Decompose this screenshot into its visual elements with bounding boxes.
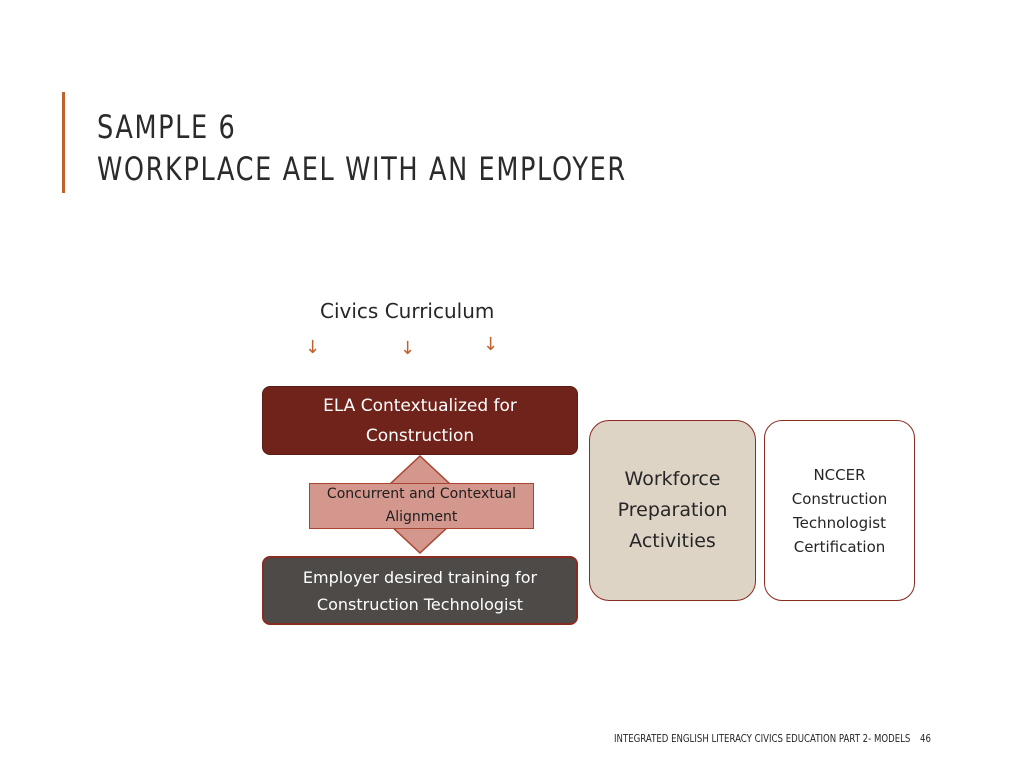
employer-training-box <box>262 556 578 625</box>
down-arrow-icon: ↓ <box>400 338 416 359</box>
title-accent-bar <box>62 92 65 193</box>
slide-title-line-2: WORKPLACE AEL WITH AN EMPLOYER <box>97 150 627 188</box>
ela-contextualized-label: ELA Contextualized for Construction <box>323 395 517 446</box>
employer-training-label: Employer desired training for Construction Technologist <box>302 567 538 614</box>
footer-text: INTEGRATED ENGLISH LITERACY CIVICS EDUCATION PART 2- MODELS <box>614 732 911 745</box>
concurrent-alignment-label: Concurrent and Contextual Alignment <box>326 486 517 525</box>
workforce-preparation-label: Workforce Preparation Activities <box>617 468 728 552</box>
ela-contextualized-box <box>262 386 578 455</box>
nccer-certification-box <box>764 420 915 601</box>
civics-curriculum-label: Civics Curriculum <box>320 299 495 323</box>
page-number: 46 <box>920 732 931 745</box>
slide-title <box>97 106 627 190</box>
slide-title-line-1: SAMPLE 6 <box>97 108 237 146</box>
down-arrow-icon: ↓ <box>305 337 321 358</box>
workforce-preparation-box <box>589 420 756 601</box>
nccer-certification-label: NCCER Construction Technologist Certification <box>791 465 888 556</box>
concurrent-alignment-box <box>309 483 534 529</box>
down-arrow-icon: ↓ <box>483 334 499 355</box>
